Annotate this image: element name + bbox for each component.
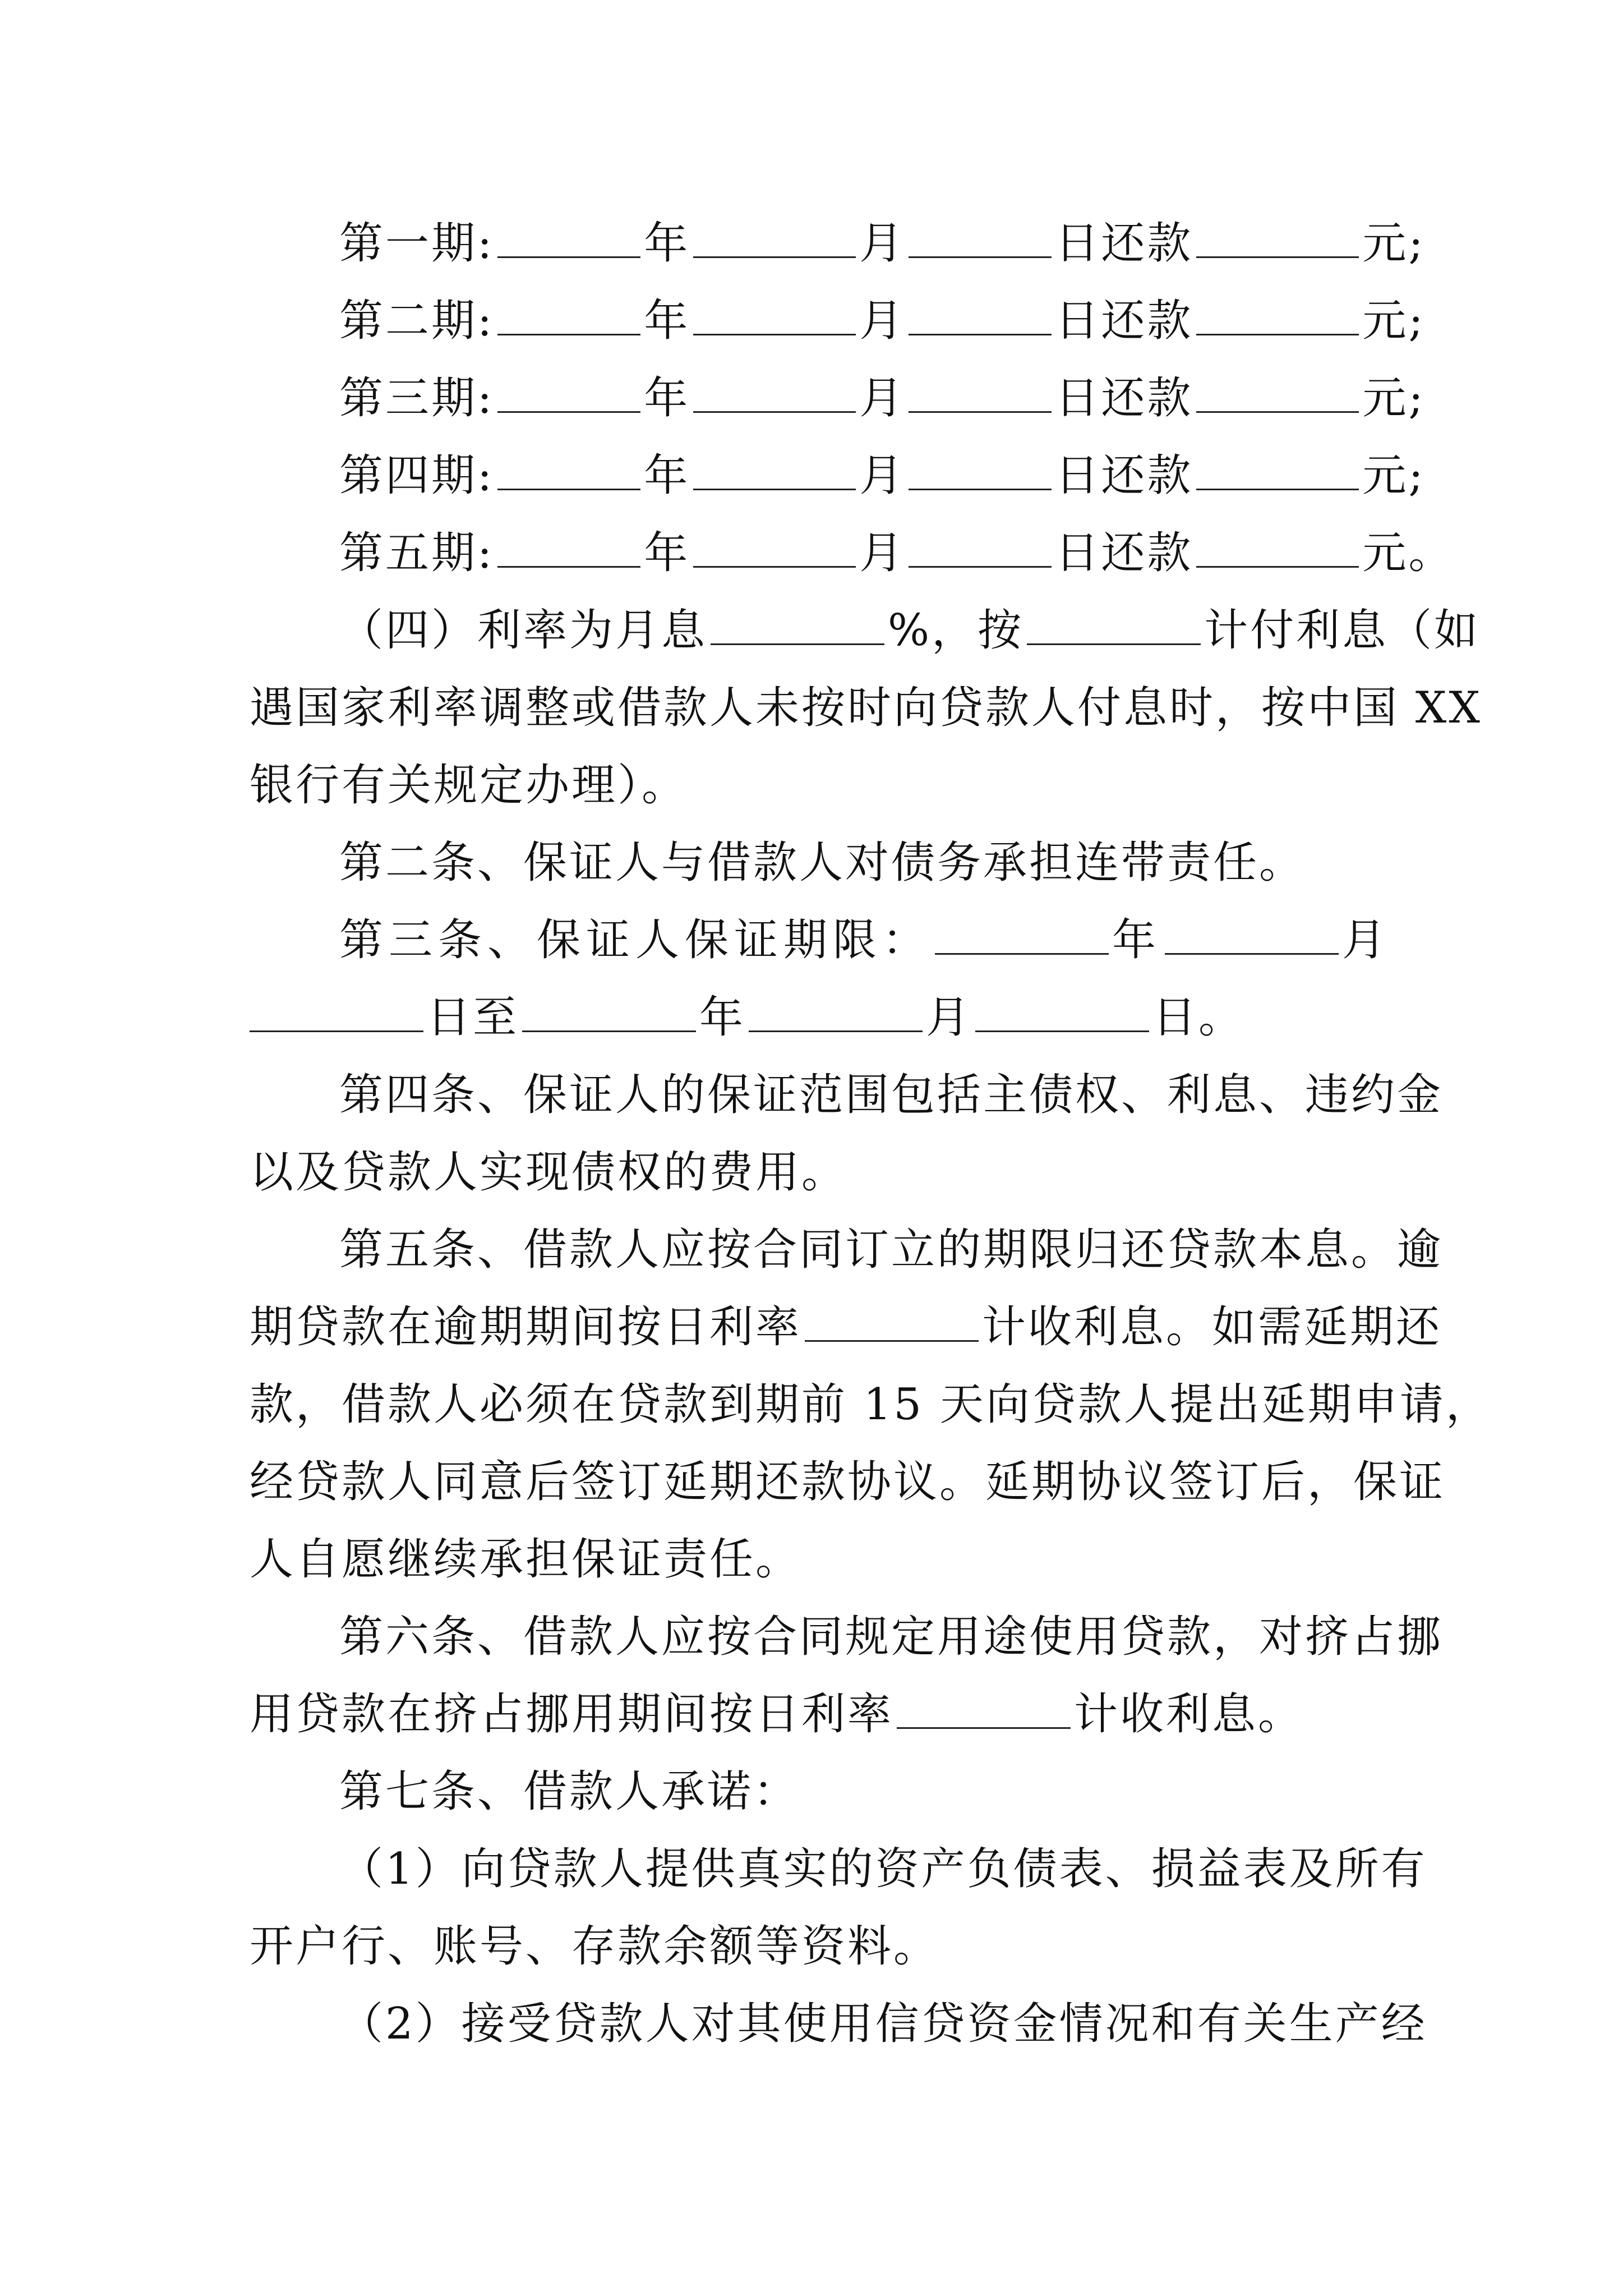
article-4-line-2: 以及贷款人实现债权的费用。 <box>250 1147 848 1198</box>
misuse-rate-blank <box>897 1688 1071 1729</box>
month-label: 月 <box>859 296 906 346</box>
article-3-line-2 <box>250 986 1394 1049</box>
article-3-line-1 <box>250 909 1394 972</box>
month-label: 月 <box>859 373 906 424</box>
year-label: 年 <box>644 450 690 501</box>
start-year-blank <box>935 914 1109 955</box>
article-6-text: 用贷款在挤占挪用期间按日利率 <box>250 1689 894 1740</box>
article-5-text: 期贷款在逾期期间按日利率 <box>250 1302 802 1352</box>
year-label: 年 <box>699 992 746 1043</box>
day-blank <box>909 527 1052 568</box>
article-7-title: 第七条、借款人承诺： <box>339 1766 800 1817</box>
yuan-label: 元; <box>1362 218 1426 269</box>
end-year-blank <box>522 991 696 1032</box>
article-4-line-1: 第四条、保证人的保证范围包括主债权、利息、违约金 <box>339 1070 1444 1120</box>
installment-line-2 <box>250 289 1426 352</box>
yuan-label: 元。 <box>1362 528 1455 578</box>
monthly-rate-blank <box>711 604 884 645</box>
overdue-rate-blank <box>805 1301 979 1342</box>
month-blank <box>693 217 856 258</box>
day-blank <box>909 449 1052 490</box>
day-label: 日。 <box>1152 992 1245 1043</box>
installment-line-4 <box>250 444 1426 507</box>
day-repay-label: 日还款 <box>1055 528 1193 578</box>
month-label: 月 <box>926 992 972 1043</box>
day-blank <box>909 372 1052 413</box>
day-repay-label: 日还款 <box>1055 218 1193 269</box>
month-blank <box>693 527 856 568</box>
article-6-text: 计收利息。 <box>1074 1689 1304 1740</box>
amount-blank <box>1196 372 1359 413</box>
amount-blank <box>1196 217 1359 258</box>
para-interest-line-2: 遇国家利率调整或借款人未按时向贷款人付息时，按中国 XX <box>250 683 1482 733</box>
year-label: 年 <box>644 373 690 424</box>
article-6-line-1: 第六条、借款人应按合同规定用途使用贷款，对挤占挪 <box>339 1612 1444 1662</box>
month-label: 月 <box>1342 915 1392 965</box>
start-day-blank <box>250 991 423 1032</box>
day-repay-label: 日还款 <box>1055 450 1193 501</box>
article-2: 第二条、保证人与借款人对债务承担连带责任。 <box>339 838 1306 888</box>
yuan-label: 元; <box>1362 296 1426 346</box>
month-label: 月 <box>859 450 906 501</box>
year-blank <box>497 295 640 335</box>
day-blank <box>909 295 1052 335</box>
article-6-line-2 <box>250 1683 1394 1746</box>
end-month-blank <box>749 991 923 1032</box>
amount-blank <box>1196 449 1359 490</box>
article-5-line-4: 经贷款人同意后签订延期还款协议。延期协议签订后，保证 <box>250 1457 1446 1507</box>
installment-label: 第四期: <box>339 450 495 501</box>
installment-label: 第三期: <box>339 373 495 424</box>
year-label: 年 <box>644 528 690 578</box>
article-7-item-1-line-2: 开户行、账号、存款余额等资料。 <box>250 1921 940 1972</box>
year-label: 年 <box>644 296 690 346</box>
installment-label: 第五期: <box>339 528 495 578</box>
day-repay-label: 日还款 <box>1055 373 1193 424</box>
article-5-text: 计收利息。如需延期还 <box>982 1302 1442 1352</box>
day-blank <box>909 217 1052 258</box>
end-day-blank <box>975 991 1149 1032</box>
day-to-label: 日至 <box>427 992 519 1043</box>
yuan-label: 元; <box>1362 373 1426 424</box>
month-blank <box>693 295 856 335</box>
year-label: 年 <box>1112 915 1162 965</box>
start-month-blank <box>1165 914 1339 955</box>
installment-line-3 <box>250 367 1426 430</box>
year-blank <box>497 527 640 568</box>
month-blank <box>693 372 856 413</box>
month-label: 月 <box>859 528 906 578</box>
installment-line-5 <box>250 522 1455 585</box>
para-interest-line-1 <box>250 599 1481 662</box>
interest-text: %，按 <box>888 605 1024 656</box>
installment-label: 第二期: <box>339 296 495 346</box>
article-5-line-3: 款，借款人必须在贷款到期前 15 天向贷款人提出延期申请， <box>250 1379 1492 1430</box>
para-interest-line-3: 银行有关规定办理）。 <box>250 760 688 811</box>
year-blank <box>497 217 640 258</box>
article-7-item-1-line-1: （1）向贷款人提供真实的资产负债表、损益表及所有 <box>339 1844 1427 1894</box>
year-label: 年 <box>644 218 690 269</box>
article-5-line-5: 人自愿继续承担保证责任。 <box>250 1534 802 1585</box>
installment-line-1 <box>250 212 1426 275</box>
month-label: 月 <box>859 218 906 269</box>
interest-text: 计付利息（如 <box>1204 605 1481 656</box>
yuan-label: 元; <box>1362 450 1426 501</box>
amount-blank <box>1196 295 1359 335</box>
article-3-text: 第三条、保证人保证期限： <box>339 915 932 965</box>
article-5-line-2 <box>250 1296 1442 1359</box>
article-7-item-2-line-1: （2）接受贷款人对其使用信贷资金情况和有关生产经 <box>339 1999 1427 2049</box>
year-blank <box>497 372 640 413</box>
interest-text: （四）利率为月息 <box>339 605 708 656</box>
payment-method-blank <box>1027 604 1201 645</box>
article-5-line-1: 第五条、借款人应按合同订立的期限归还贷款本息。逾 <box>339 1225 1444 1275</box>
day-repay-label: 日还款 <box>1055 296 1193 346</box>
month-blank <box>693 449 856 490</box>
amount-blank <box>1196 527 1359 568</box>
installment-label: 第一期: <box>339 218 495 269</box>
year-blank <box>497 449 640 490</box>
